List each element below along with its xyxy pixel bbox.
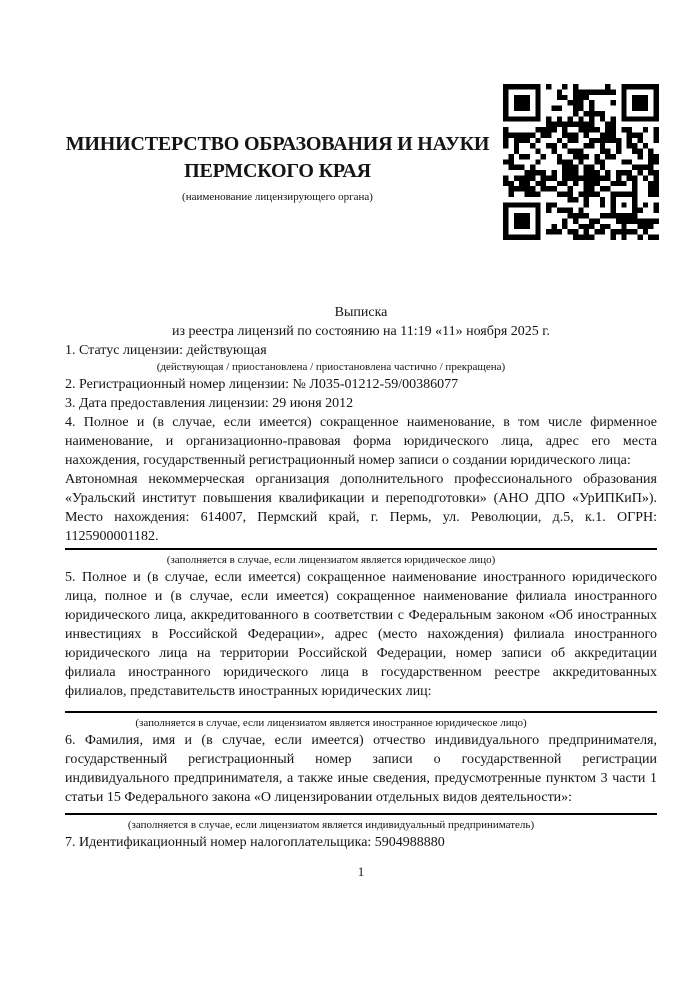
grant-date: 3. Дата предоставления лицензии: 29 июня 2012: [65, 396, 354, 411]
foreign-entity-label: 5. Полное и (в случае, если имеется) сокращенное наименование иностранного юридического лица, полное и (в случае, если имеется) сокращенное наименование филиала иностранного юридического лица, аккредитованного в соответствии с Федеральным законом «Об иностранных инвестициях в Российской Федерации», адрес (место нахождения) филиала иностранного юридического лица на территории Российской Федерации, номер записи об аккредитации филиала иностранного юридического лица в государственном реестре аккредитованных филиалов, представительств иностранных юридических лиц:: [65, 570, 657, 699]
separator-line-legal-entity: [65, 548, 657, 550]
foreign-entity-caption: (заполняется в случае, если лицензиатом является иностранное юридическое лицо): [135, 717, 527, 729]
qr-code-image: [503, 84, 659, 240]
legal-entity-caption: (заполняется в случае, если лицензиатом является юридическое лицо): [166, 554, 496, 566]
separator-line-foreign-entity: [65, 711, 657, 713]
registration-number: 2. Регистрационный номер лицензии: № Л035-01212-59/00386077: [65, 377, 459, 392]
entrepreneur-caption: (заполняется в случае, если лицензиатом является индивидуальный предприниматель): [127, 819, 535, 831]
license-status: 1. Статус лицензии: действующая: [65, 343, 267, 358]
ministry-name: МИНИСТЕРСТВО ОБРАЗОВАНИЯ И НАУКИ ПЕРМСКОГО КРАЯ: [65, 133, 490, 182]
legal-entity-value: Автономная некоммерческая организация дополнительного профессионального образования «Уральский институт повышения квалификации и переподготовки» (АНО ДПО «УрИПКиП»). Место нахождения: 614007, Пермский край, г. Пермь, ул. Революции, д.5, к.1. ОГРН: 1125900001182.: [65, 472, 657, 544]
taxpayer-number: 7. Идентификационный номер налогоплательщика: 5904988880: [65, 835, 445, 850]
extract-title-line: Выписка: [334, 305, 388, 320]
extract-title: [65, 303, 657, 341]
qr-code-icon: [503, 84, 659, 240]
document-body: [65, 303, 657, 880]
separator-line-entrepreneur: [65, 813, 657, 815]
status-options-caption: (действующая / приостановлена / приостановлена частично / прекращена): [156, 361, 506, 373]
legal-entity-label: 4. Полное и (в случае, если имеется) сокращенное наименование, в том числе фирменное наименование, и организационно-правовая форма юридического лица, адрес его места нахождения, государственный регистрационный номер записи о создании юридического лица:: [65, 415, 657, 468]
document-header: [65, 131, 490, 204]
licensing-authority-caption: (наименование лицензирующего органа): [182, 191, 373, 203]
page-number: 1: [357, 864, 365, 879]
extract-date-line: из реестра лицензий по состоянию на 11:19 «11» ноября 2025 г.: [172, 324, 550, 339]
entrepreneur-label: 6. Фамилия, имя и (в случае, если имеется) отчество индивидуального предпринимателя, государственный регистрационный номер записи о государственной регистрации индивидуального предпринимателя, а также иные сведения, предусмотренные пунктом 3 части 1 статьи 15 Федерального закона «О лицензировании отдельных видов деятельности»:: [65, 733, 657, 805]
